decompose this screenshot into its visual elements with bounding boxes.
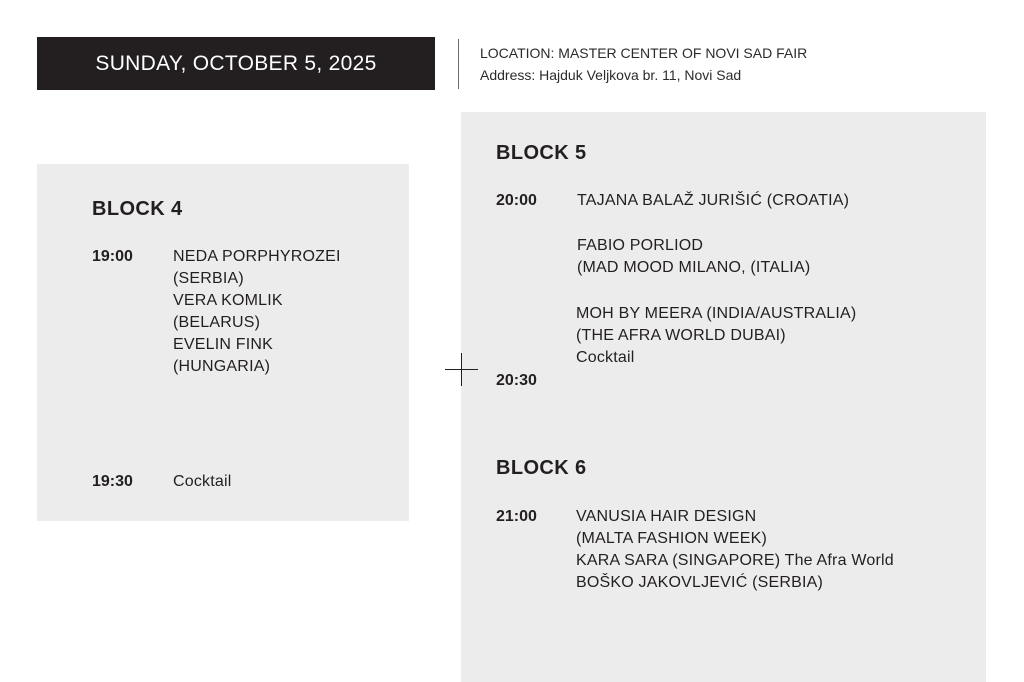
performer-line: FABIO PORLIOD <box>577 237 704 254</box>
address-line: Address: Hajduk Veljkova br. 11, Novi Sad <box>480 67 742 83</box>
performer-line: (SERBIA) <box>173 270 244 287</box>
location-line: LOCATION: MASTER CENTER OF NOVI SAD FAIR <box>480 45 808 61</box>
performer-line: (THE AFRA WORLD DUBAI) <box>576 327 786 344</box>
performer-line: EVELIN FINK <box>173 336 274 353</box>
event-date: SUNDAY, OCTOBER 5, 2025 <box>95 51 377 75</box>
performer-line: KARA SARA (SINGAPORE) The Afra World <box>576 552 894 569</box>
location-info <box>480 42 807 86</box>
performer-line: TAJANA BALAŽ JURIŠIĆ (CROATIA) <box>577 192 850 209</box>
performer-line: BOŠKO JAKOVLJEVIĆ (SERBIA) <box>576 574 824 591</box>
performer-line: (BELARUS) <box>173 314 261 331</box>
performer-line: VERA KOMLIK <box>173 292 283 309</box>
header-divider <box>458 39 459 89</box>
cocktail-label: Cocktail <box>173 473 232 490</box>
performer-line: VANUSIA HAIR DESIGN <box>576 508 757 525</box>
performer-line: (MAD MOOD MILANO, (ITALIA) <box>577 259 811 276</box>
performer-line: (HUNGARIA) <box>173 358 271 375</box>
date-banner <box>37 37 435 90</box>
block-4-title: BLOCK 4 <box>92 198 183 220</box>
block-4-panel <box>37 164 409 521</box>
block-5-time-2030: 20:30 <box>496 372 537 389</box>
crosshair-mark <box>445 353 478 386</box>
block-5-time-2000: 20:00 <box>496 192 537 209</box>
block-4-time-1900: 19:00 <box>92 248 133 265</box>
block-4-time-1930: 19:30 <box>92 473 133 490</box>
block-5-title: BLOCK 5 <box>496 142 587 164</box>
block-5-6-panel <box>461 112 986 682</box>
performer-line: MOH BY MEERA (INDIA/AUSTRALIA) <box>576 305 857 322</box>
cocktail-label: Cocktail <box>576 349 635 366</box>
performer-line: NEDA PORPHYROZEI <box>173 248 341 265</box>
block-6-title: BLOCK 6 <box>496 457 587 479</box>
performer-line: (MALTA FASHION WEEK) <box>576 530 767 547</box>
block-6-time-2100: 21:00 <box>496 508 537 525</box>
